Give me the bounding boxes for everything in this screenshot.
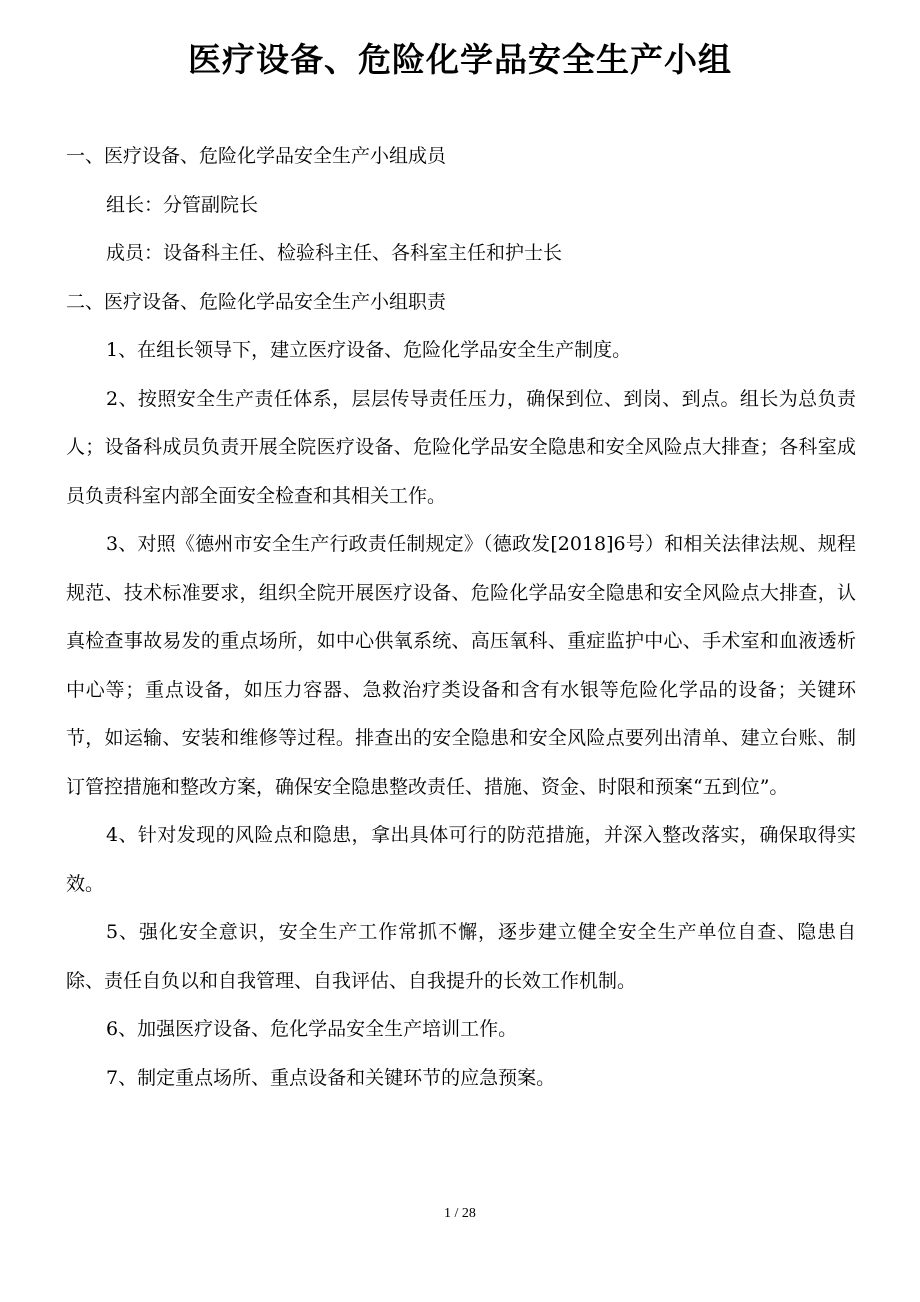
group-members-line: 成员：设备科主任、检验科主任、各科室主任和护士长 — [106, 242, 563, 264]
duty-item-1: 1、在组长领导下，建立医疗设备、危险化学品安全生产制度。 — [106, 339, 632, 361]
duty-item-3: 3、对照《德州市安全生产行政责任制规定》（德政发[2018]6号）和相关法律法规、规程规范、技术标准要求，组织全院开展医疗设备、危险化学品安全隐患和安全风险点大排查，认真检查事故易发的重点场所，如中心供氧系统、高压氧科、重症监护中心、手术室和血液透析中心等；重点设备，如压力容器、急救治疗类设备和含有水银等危险化学品的设备；关键环节，如运输、安装和维修等过程。排查出的安全隐患和安全风险点要列出清单、建立台账、制订管控措施和整改方案，确保安全隐患整改责任、措施、资金、时限和预案“五到位”。 — [66, 533, 856, 798]
section-2-heading: 二、医疗设备、危险化学品安全生产小组职责 — [66, 290, 447, 313]
page-number: 1 / 28 — [444, 1206, 476, 1221]
duty-item-7: 7、制定重点场所、重点设备和关键环节的应急预案。 — [106, 1066, 556, 1089]
duty-item-6: 6、加强医疗设备、危化学品安全生产培训工作。 — [106, 1018, 518, 1040]
document-body — [66, 132, 856, 1102]
duty-item-5: 5、强化安全意识，安全生产工作常抓不懈，逐步建立健全安全生产单位自查、隐患自除、责任自负以和自我管理、自我评估、自我提升的长效工作机制。 — [66, 921, 856, 992]
document-title: 医疗设备、危险化学品安全生产小组 — [188, 40, 732, 79]
duty-item-4: 4、针对发现的风险点和隐患，拿出具体可行的防范措施，并深入整改落实，确保取得实效。 — [66, 824, 856, 895]
group-leader-line: 组长：分管副院长 — [106, 193, 259, 216]
duty-item-2: 2、按照安全生产责任体系，层层传导责任压力，确保到位、到岗、到点。组长为总负责人；设备科成员负责开展全院医疗设备、危险化学品安全隐患和安全风险点大排查；各科室成员负责科室内部全面安全检查和其相关工作。 — [66, 387, 856, 507]
section-1-heading: 一、医疗设备、危险化学品安全生产小组成员 — [66, 145, 447, 167]
